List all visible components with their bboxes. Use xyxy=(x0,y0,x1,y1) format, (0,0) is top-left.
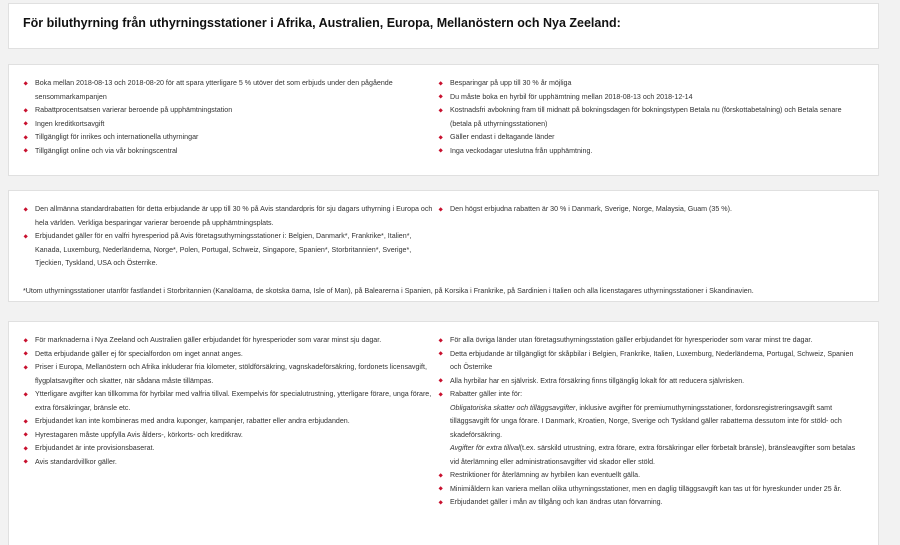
list-item: Gäller endast i deltagande länder xyxy=(438,131,864,145)
rebate-sub-title: Obligatoriska skatter och tilläggsavgifter xyxy=(450,403,576,412)
list-item: Inga veckodagar uteslutna från upphämtning. xyxy=(438,145,864,159)
list-item: Erbjudandet är inte provisionsbaserat. xyxy=(23,442,438,456)
list-item: Ingen kreditkortsavgift xyxy=(23,118,438,132)
list-item: Erbjudandet gäller i mån av tillgång och kan ändras utan förvarning. xyxy=(438,496,864,510)
discount-list-left xyxy=(23,203,438,271)
list-item: Erbjudandet gäller för en valfri hyresperiod på Avis företagsuthyrningsstationer i: Belgien, Danmark*, Frankrike*, Italien*, Kanada, Luxemburg, Nederländerna, Norge*, Polen, Portugal, Schweiz, Singapore, Spanien*, Storbritannien*, Sverige*, Tjeckien, Tyskland, USA och Österrike. xyxy=(23,230,438,271)
terms-list-left xyxy=(23,334,438,510)
list-item: Hyrestagaren måste uppfylla Avis ålders-, körkorts- och kreditkrav. xyxy=(23,429,438,443)
list-item: Besparingar på upp till 30 % år möjliga xyxy=(438,77,864,91)
rebate-sub-text: , inklusive avgifter för premiumuthyrningsstationer, fordonsregistreringsavgift samt tilläggsavgift för unga förare. I Danmark, Kroatien, Norge, Sverige och Tyskland gäller rabatterna dessutom inte för stöld- och skadeförsäkring. xyxy=(450,403,842,439)
list-item: Restriktioner för återlämning av hyrbilen kan eventuellt gälla. xyxy=(438,469,864,483)
list-item: För marknaderna i Nya Zeeland och Australien gäller erbjudandet för hyresperioder som varar minst sju dagar. xyxy=(23,334,438,348)
rebate-sub-title: Avgifter för extra tillval xyxy=(450,444,520,452)
discount-list-right xyxy=(438,203,864,271)
page-title: För biluthyrning från uthyrningsstationer i Afrika, Australien, Europa, Mellanöstern och Nya Zeeland: xyxy=(23,16,621,30)
list-item: Du måste boka en hyrbil för upphämtning mellan 2018-08-13 och 2018-12-14 xyxy=(438,91,864,105)
rebate-sub-item xyxy=(450,442,864,469)
list-item: Detta erbjudande gäller ej för specialfordon om inget annat anges. xyxy=(23,348,438,362)
list-item: Priser i Europa, Mellanöstern och Afrika inkluderar fria kilometer, stöldförsäkring, vagnskadeförsäkring, fordonets licensavgift, flygplatsavgifter och skatter, när sådana måste tillämpas. xyxy=(23,361,438,388)
list-item: Den högst erbjudna rabatten är 30 % i Danmark, Sverige, Norge, Malaysia, Guam (35 %). xyxy=(438,203,864,217)
offer-list-right xyxy=(438,77,864,158)
list-item: Boka mellan 2018-08-13 och 2018-08-20 för att spara ytterligare 5 % utöver det som erbjuds under den pågående sensommarkampanjen xyxy=(23,77,438,104)
terms-card xyxy=(8,321,879,545)
list-item: Tillgängligt online och via vår bokningscentral xyxy=(23,145,438,159)
terms-list-right xyxy=(438,334,864,510)
list-item: Minimiåldern kan variera mellan olika uthyrningsstationer, men en daglig tilläggsavgift kan tas ut för hyreskunder under 25 år. xyxy=(438,483,864,497)
rebate-exclusions-item xyxy=(438,388,864,469)
discount-card xyxy=(8,190,879,302)
list-item: Detta erbjudande är tillgängligt för skåpbilar i Belgien, Frankrike, Italien, Luxemburg, Nederländerna, Portugal, Schweiz, Spanien och Österrike xyxy=(438,348,864,375)
list-item: Alla hyrbilar har en självrisk. Extra försäkring finns tillgänglig lokalt för att reducera självrisken. xyxy=(438,375,864,389)
list-item: Rabattprocentsatsen varierar beroende på upphämtningstation xyxy=(23,104,438,118)
rebate-intro: Rabatter gäller inte för: xyxy=(450,390,523,398)
list-item: För alla övriga länder utan företagsuthyrningsstation gäller erbjudandet för hyresperioder som varar minst tre dagar. xyxy=(438,334,864,348)
list-item: Erbjudandet kan inte kombineras med andra kuponger, kampanjer, rabatter eller andra erbjudanden. xyxy=(23,415,438,429)
offer-list-left xyxy=(23,77,438,158)
list-item: Ytterligare avgifter kan tillkomma för hyrbilar med valfria tillval. Exempelvis för specialutrustning, ytterligare förare, unga förare, extra försäkringar, bränsle etc. xyxy=(23,388,438,415)
list-item: Kostnadsfri avbokning fram till midnatt på bokningsdagen för bokningstypen Betala nu (förskottabetalning) och Betala senare (betala på uthyrningsstationen) xyxy=(438,104,864,131)
offer-details-card xyxy=(8,64,879,176)
footnote: *Utom uthyrningsstationer utanför fastlandet i Storbritannien (Kanalöarna, de skotska öarna, Isle of Man), på Balearerna i Spanien, på Korsika i Frankrike, på Sardinien i Italien och alla licenstagares uthyrningsstationer i Skandinavien. xyxy=(23,287,754,295)
rebate-sub-text: (t.ex. särskild utrustning, extra förare, extra försäkringar eller förbetalt bränsle), bränsleavgifter som betalas vid återlämning eller administrationsavgifter vid skador eller stöld. xyxy=(450,444,856,466)
list-item: Avis standardvillkor gäller. xyxy=(23,456,438,470)
rebate-sub-item xyxy=(450,402,864,443)
list-item: Tillgängligt för inrikes och internationella uthyrningar xyxy=(23,131,438,145)
list-item: Den allmänna standardrabatten för detta erbjudande är upp till 30 % på Avis standardpris för sju dagars uthyrning i Europa och hela världen. Verkliga besparingar varierar beroende på upphämtningsplats. xyxy=(23,203,438,230)
title-card xyxy=(8,3,879,49)
